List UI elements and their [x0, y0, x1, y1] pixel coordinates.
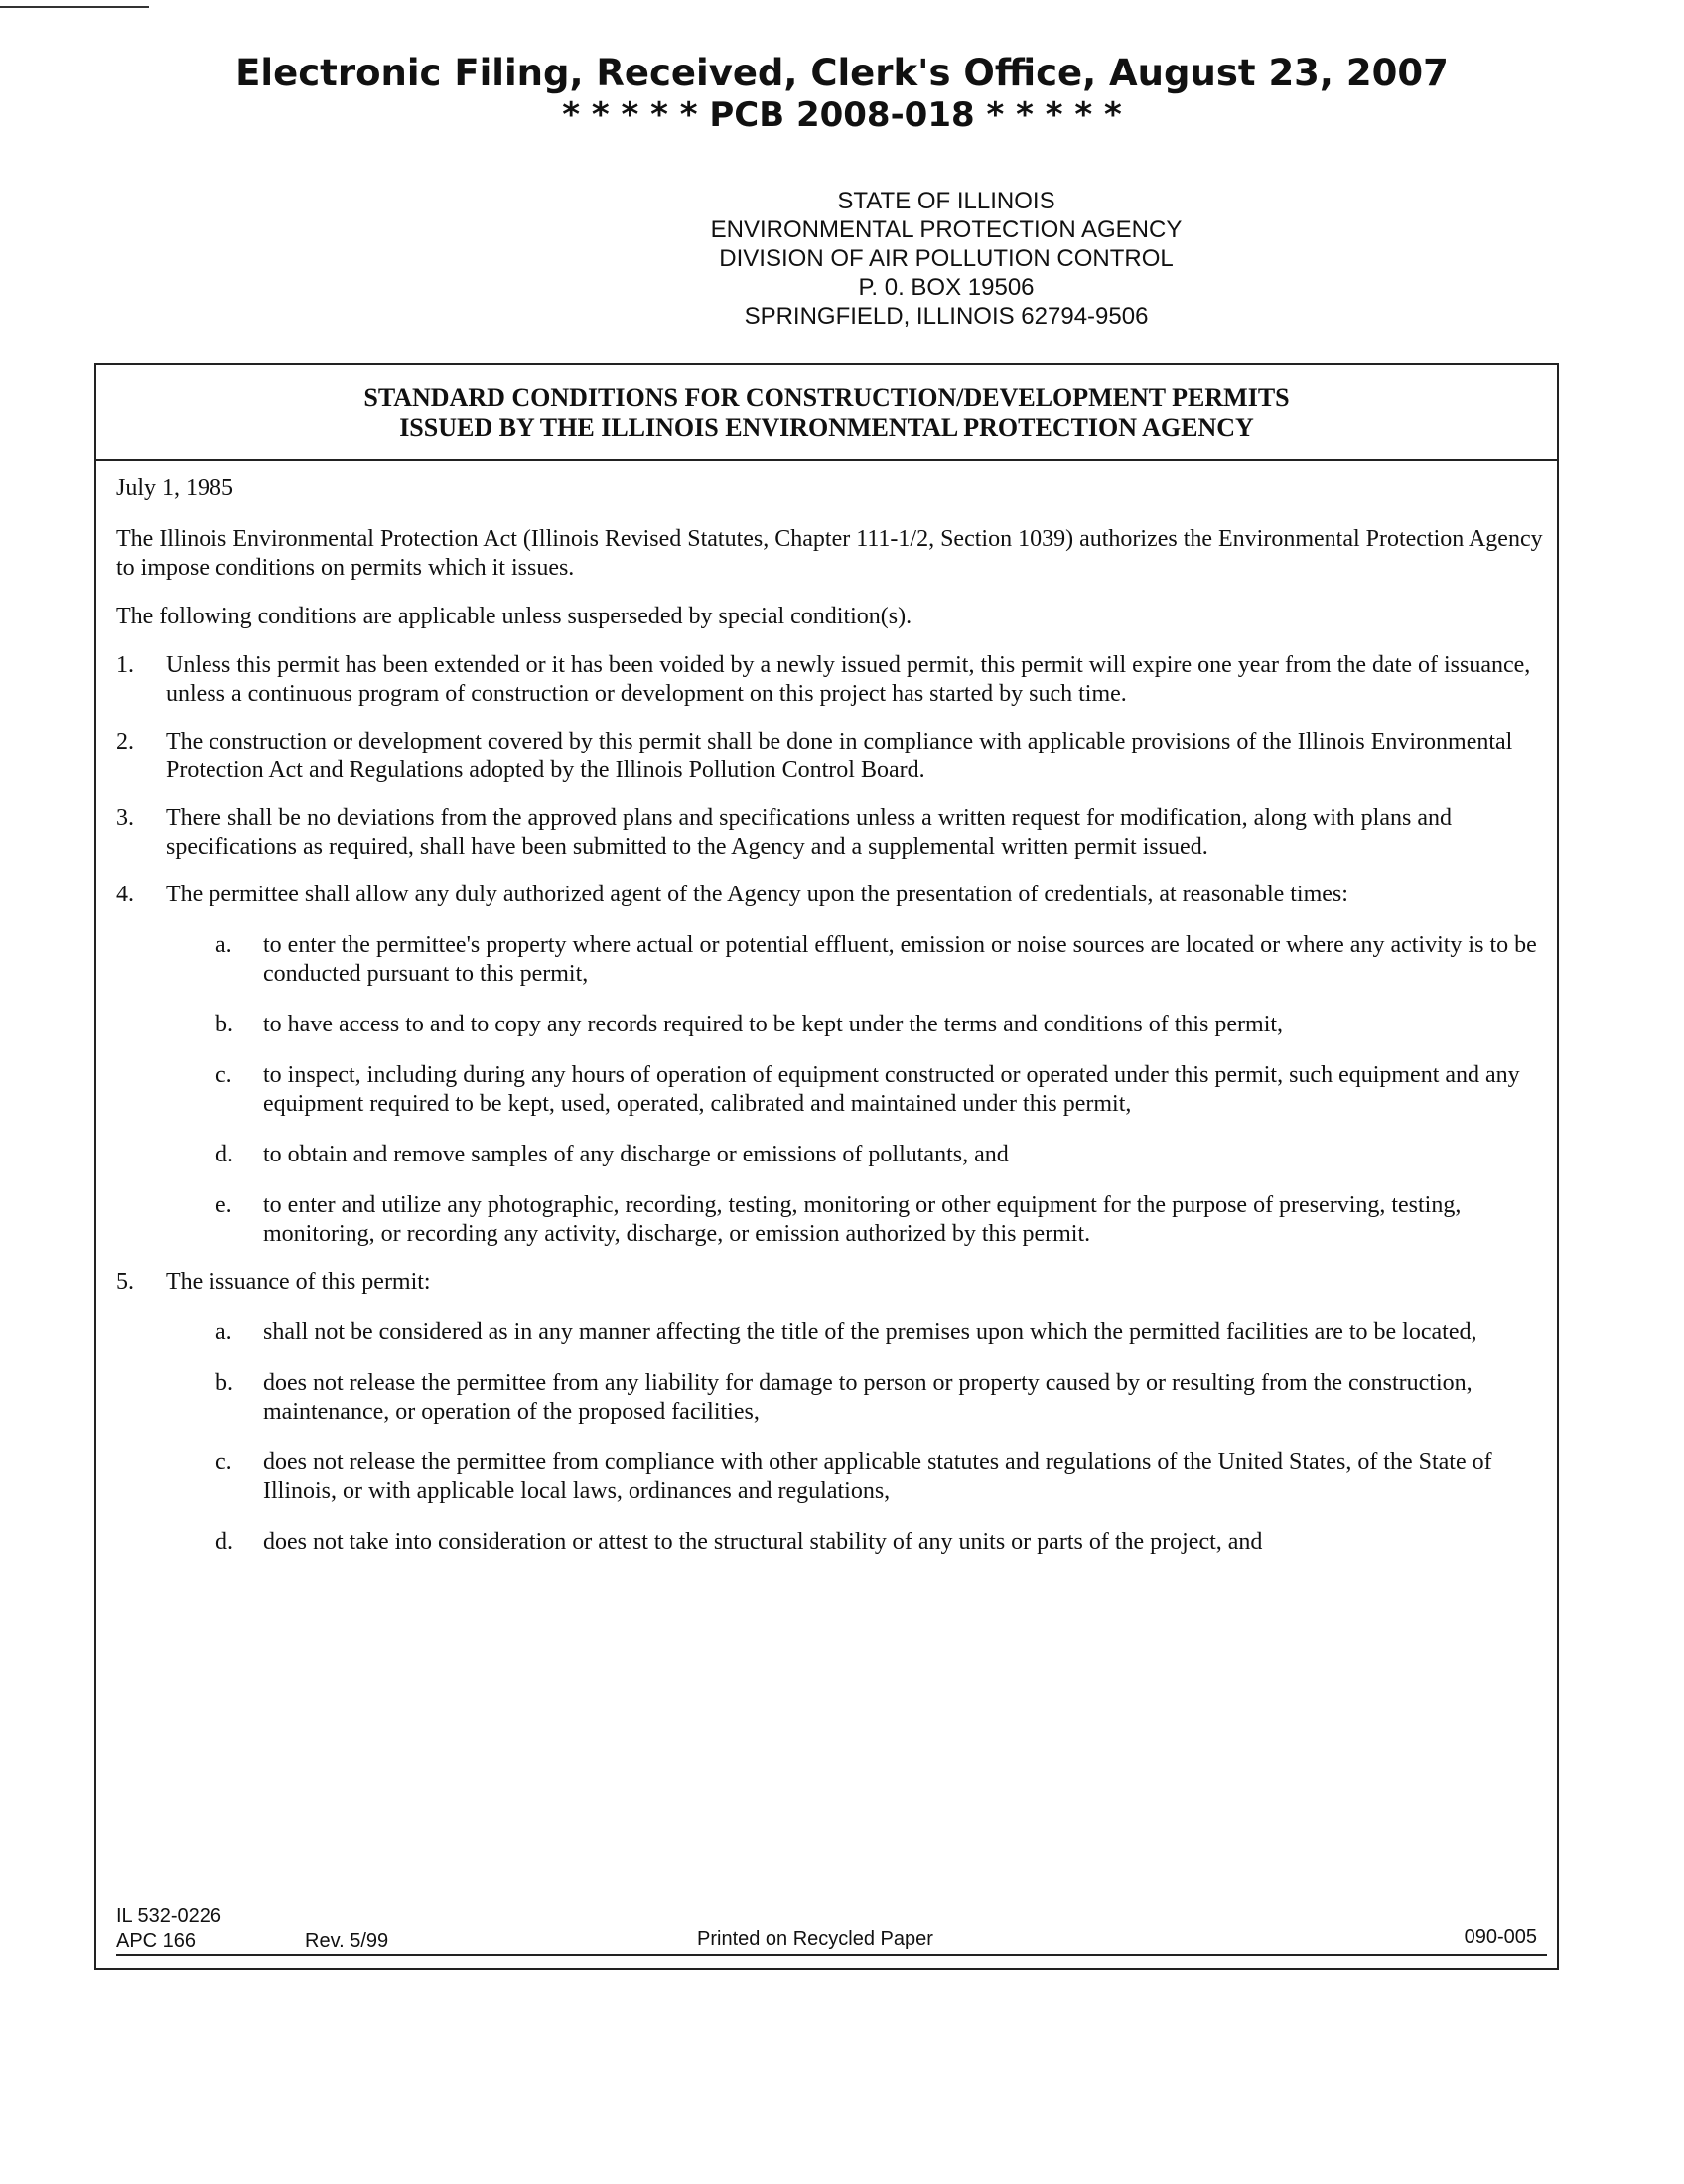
condition-number: 5.: [116, 1269, 134, 1295]
subcondition-text: does not release the permittee from compliance with other applicable statutes and regulations of the United States, of the State of Illinois, or with applicable local laws, ordinances and regulations,: [263, 1449, 1492, 1504]
condition-number: 4.: [116, 882, 134, 907]
document-body: [116, 475, 1546, 1575]
condition-item: [116, 804, 1546, 862]
subcondition-text: to have access to and to copy any records required to be kept under the terms and conditions of this permit,: [263, 1012, 1284, 1037]
title-line1: STANDARD CONDITIONS FOR CONSTRUCTION/DEVELOPMENT PERMITS: [363, 383, 1290, 412]
applicability-paragraph: The following conditions are applicable unless susperseded by special condition(s).: [116, 604, 912, 629]
subcondition-text: does not release the permittee from any liability for damage to person or property caused by or resulting from the construction, maintenance, or operation of the proposed facilities,: [263, 1370, 1473, 1425]
condition-number: 2.: [116, 729, 134, 754]
subcondition-item: [215, 1191, 1546, 1249]
revision-date: Rev. 5/99: [305, 1930, 389, 1952]
condition-text: The permittee shall allow any duly authorized agent of the Agency upon the presentation of credentials, at reasonable times:: [166, 882, 1348, 907]
document-title: [96, 365, 1557, 461]
agency-city: SPRINGFIELD, ILLINOIS 62794-9506: [744, 303, 1149, 330]
intro-paragraph: The Illinois Environmental Protection Act (Illinois Revised Statutes, Chapter 111-1/2, Section 1039) authorizes the Environmental Protection Agency to impose conditions on permits which it issues.: [116, 526, 1543, 581]
condition-item: [116, 651, 1546, 709]
form-number: IL 532-0226: [116, 1905, 222, 1927]
agency-address-block: [0, 187, 1684, 331]
condition-content: [166, 881, 1546, 1249]
subcondition-text: does not take into consideration or attest to the structural stability of any units or parts of the project, and: [263, 1529, 1263, 1555]
condition-number: 1.: [116, 652, 134, 678]
subcondition-item: [215, 1369, 1546, 1427]
apc-number: APC 166: [116, 1930, 197, 1952]
subcondition-letter: c.: [215, 1062, 232, 1088]
subcondition-item: [215, 1318, 1546, 1347]
condition-item: [116, 728, 1546, 785]
subcondition-letter: c.: [215, 1449, 232, 1475]
subcondition-text: to enter the permittee's property where actual or potential effluent, emission or noise sources are located or where any activity is to be conducted pursuant to this permit,: [263, 932, 1537, 987]
subcondition-item: [215, 931, 1546, 989]
condition-content: [166, 1268, 1546, 1557]
form-code: 090-005: [1464, 1926, 1537, 1948]
conditions-list: [116, 651, 1546, 1557]
condition-text: The issuance of this permit:: [166, 1269, 431, 1295]
subcondition-item: [215, 1528, 1546, 1557]
subcondition-text: shall not be considered as in any manner affecting the title of the premises upon which the permitted facilities are to be located,: [263, 1319, 1477, 1345]
condition-text: There shall be no deviations from the approved plans and specifications unless a written request for modification, along with plans and specifications as required, shall have been submitted to the Agency and a supplemental written permit issued.: [166, 805, 1452, 860]
subcondition-letter: a.: [215, 932, 232, 958]
subcondition-letter: d.: [215, 1142, 233, 1167]
condition-item: [116, 881, 1546, 1249]
agency-division: DIVISION OF AIR POLLUTION CONTROL: [719, 245, 1174, 272]
top-edge-rule: [0, 6, 149, 8]
document-date: July 1, 1985: [116, 476, 234, 501]
subcondition-text: to obtain and remove samples of any discharge or emissions of pollutants, and: [263, 1142, 1009, 1167]
agency-name: ENVIRONMENTAL PROTECTION AGENCY: [710, 216, 1183, 243]
subcondition-letter: d.: [215, 1529, 233, 1555]
condition-text: The construction or development covered by this permit shall be done in compliance with applicable provisions of the Illinois Environmental Protection Act and Regulations adopted by the Illinois Pollution Control Board.: [166, 729, 1513, 783]
document-frame: [94, 363, 1559, 1970]
subcondition-text: to inspect, including during any hours of operation of equipment constructed or operated under this permit, such equipment and any equipment required to be kept, used, operated, calibrated and maintained under this permit,: [263, 1062, 1520, 1117]
subcondition-letter: b.: [215, 1370, 233, 1396]
subcondition-letter: b.: [215, 1012, 233, 1037]
form-footer: [116, 1904, 1557, 1960]
subcondition-letter: e.: [215, 1192, 232, 1218]
subcondition-text: to enter and utilize any photographic, recording, testing, monitoring or other equipment for the purpose of preserving, testing, monitoring, or recording any activity, discharge, or emission authorized by this permit.: [263, 1192, 1462, 1247]
condition-text: Unless this permit has been extended or it has been voided by a newly issued permit, this permit will expire one year from the date of issuance, unless a continuous program of construction or development on this project has started by such time.: [166, 652, 1531, 707]
agency-po-box: P. 0. BOX 19506: [858, 274, 1035, 301]
recycled-paper-note: Printed on Recycled Paper: [697, 1928, 933, 1950]
agency-state: STATE OF ILLINOIS: [837, 188, 1055, 214]
subcondition-item: [215, 1011, 1546, 1039]
subcondition-letter: a.: [215, 1319, 232, 1345]
filing-stamp-case-number: * * * * * PCB 2008-018 * * * * *: [562, 95, 1122, 135]
subcondition-item: [215, 1061, 1546, 1119]
footer-rule: [116, 1954, 1547, 1956]
title-line2: ISSUED BY THE ILLINOIS ENVIRONMENTAL PROTECTION AGENCY: [399, 413, 1254, 442]
filing-stamp-line1: Electronic Filing, Received, Clerk's Office, August 23, 2007: [235, 52, 1449, 94]
condition-item: [116, 1268, 1546, 1557]
subcondition-item: [215, 1448, 1546, 1506]
subcondition-item: [215, 1141, 1546, 1169]
condition-number: 3.: [116, 805, 134, 831]
